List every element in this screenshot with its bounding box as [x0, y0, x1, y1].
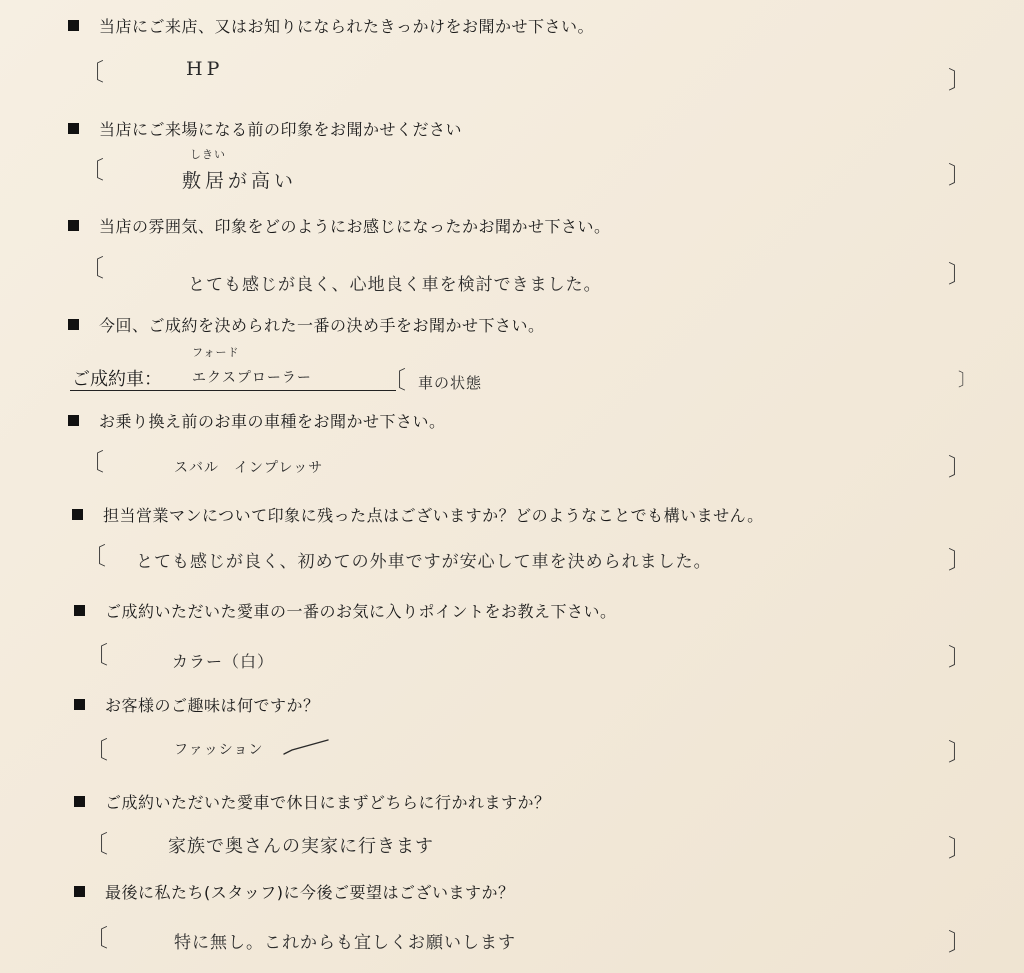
close-bracket: 〕	[948, 66, 972, 94]
question-6	[72, 503, 764, 526]
question-label: 担当営業マンについて印象に残った点はございますか？どのようなことでも構いません。	[103, 506, 764, 525]
question-9	[74, 790, 551, 813]
bullet-square-icon	[74, 796, 85, 807]
question-label: ご成約いただいた愛車の一番のお気に入りポイントをお教え下さい。	[105, 602, 617, 621]
open-bracket: 〔	[80, 448, 104, 476]
car-maker: フォード	[192, 346, 240, 359]
answer-6: とても感じが良く、初めての外車ですが安心して車を決められました。	[136, 552, 712, 572]
answer-1: HP	[186, 58, 224, 80]
close-bracket: 〕	[948, 453, 972, 481]
bullet-square-icon	[72, 509, 83, 520]
open-bracket: 〔	[80, 156, 104, 184]
bullet-square-icon	[74, 605, 85, 616]
answer-7: カラー（白）	[172, 652, 275, 671]
question-10	[74, 880, 515, 903]
question-3	[68, 214, 611, 237]
close-bracket: 〕	[948, 643, 972, 671]
question-2	[68, 117, 462, 140]
open-bracket: 〔	[80, 254, 104, 282]
close-bracket: 〕	[948, 260, 972, 288]
question-label: 最後に私たち(スタッフ)に今後ご要望はございますか？	[105, 883, 515, 902]
question-7	[74, 599, 617, 622]
answer-9: 家族で奥さんの実家に行きます	[168, 836, 434, 857]
answer-10: 特に無し。これからも宜しくお願いします	[174, 933, 516, 953]
close-bracket: 〕	[948, 834, 972, 862]
car-label: ご成約車：	[72, 369, 162, 390]
open-bracket: 〔	[84, 641, 108, 669]
question-label: お客様のご趣味は何ですか？	[105, 696, 320, 715]
question-1	[68, 14, 594, 37]
bullet-square-icon	[68, 415, 79, 426]
answer-3: とても感じが良く、心地良く車を検討できました。	[188, 275, 602, 295]
close-bracket: 〕	[948, 546, 972, 574]
bullet-square-icon	[68, 220, 79, 231]
question-label: お乗り換え前のお車の車種をお聞かせ下さい。	[99, 412, 446, 431]
question-label: 当店にご来店、又はお知りになられたきっかけをお聞かせ下さい。	[99, 17, 595, 36]
open-bracket: 〔	[82, 542, 106, 570]
open-bracket: 〔	[84, 830, 108, 858]
answer-2-ruby: しきい	[190, 148, 226, 161]
open-bracket: 〔	[84, 924, 108, 952]
question-label: 今回、ご成約を決められた一番の決め手をお聞かせ下さい。	[99, 316, 545, 335]
close-bracket: 〕	[958, 370, 976, 391]
car-reason: 車の状態	[418, 374, 483, 392]
check-stroke-icon	[282, 738, 332, 760]
car-model: エクスプローラー	[192, 370, 312, 386]
question-5	[68, 409, 446, 432]
bullet-square-icon	[68, 319, 79, 330]
question-label: ご成約いただいた愛車で休日にまずどちらに行かれますか？	[105, 793, 551, 812]
close-bracket: 〕	[948, 738, 972, 766]
bullet-square-icon	[74, 699, 85, 710]
bullet-square-icon	[68, 20, 79, 31]
open-bracket: 〔	[382, 366, 406, 394]
bullet-square-icon	[68, 123, 79, 134]
question-label: 当店の雰囲気、印象をどのようにお感じになったかお聞かせ下さい。	[99, 217, 611, 236]
bullet-square-icon	[74, 886, 85, 897]
car-underline	[70, 390, 396, 391]
close-bracket: 〕	[948, 928, 972, 956]
question-4	[68, 313, 545, 336]
question-8	[74, 693, 320, 716]
answer-8: ファッション	[174, 742, 264, 758]
answer-5: スバル インプレッサ	[174, 460, 324, 476]
open-bracket: 〔	[80, 58, 104, 86]
open-bracket: 〔	[84, 736, 108, 764]
close-bracket: 〕	[948, 161, 972, 189]
question-label: 当店にご来場になる前の印象をお聞かせください	[99, 120, 463, 139]
answer-2: 敷居が高い	[182, 170, 298, 192]
